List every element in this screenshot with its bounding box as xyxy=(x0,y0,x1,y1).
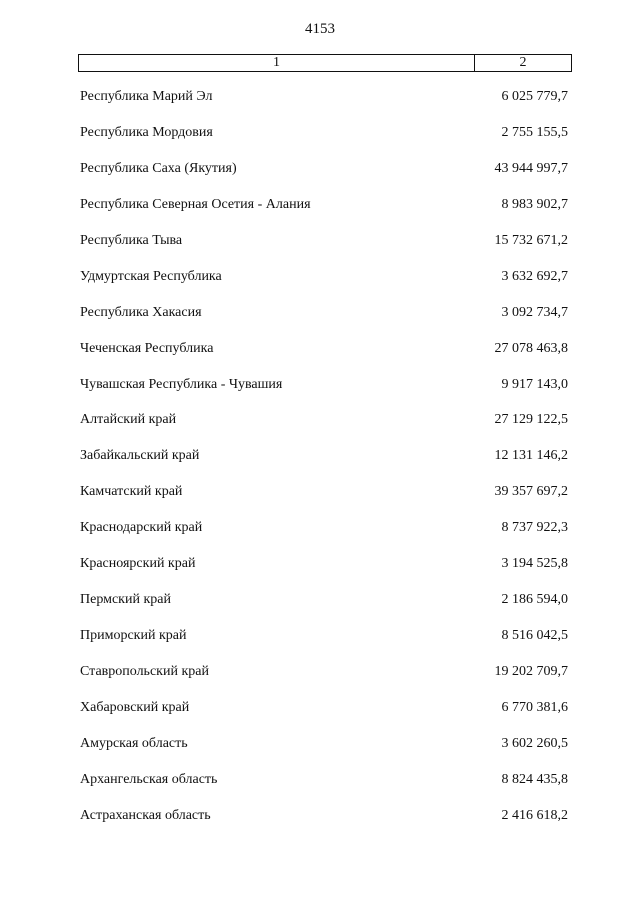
table-header xyxy=(78,54,572,72)
amount-value: 27 129 122,5 xyxy=(494,412,568,428)
amount-value: 15 732 671,2 xyxy=(494,232,568,248)
amount-value: 8 824 435,8 xyxy=(501,771,568,787)
region-name: Чеченская Республика xyxy=(80,340,214,356)
region-name: Удмуртская Республика xyxy=(80,268,222,284)
table-row xyxy=(80,447,568,483)
table-row xyxy=(80,663,568,699)
amount-value: 39 357 697,2 xyxy=(494,484,568,500)
region-name: Хабаровский край xyxy=(80,699,190,715)
table-row xyxy=(80,124,568,160)
region-name: Чувашская Республика - Чувашия xyxy=(80,376,283,392)
region-name: Краснодарский край xyxy=(80,520,203,536)
amount-value: 3 194 525,8 xyxy=(501,556,568,572)
amount-value: 43 944 997,7 xyxy=(494,160,568,176)
table-row xyxy=(80,304,568,340)
region-name: Республика Северная Осетия - Алания xyxy=(80,196,311,212)
amount-value: 6 025 779,7 xyxy=(501,89,568,104)
amount-value: 3 632 692,7 xyxy=(501,268,568,284)
region-name: Республика Хакасия xyxy=(80,304,202,320)
table-row xyxy=(80,88,568,124)
amount-value: 27 078 463,8 xyxy=(494,340,568,356)
region-name: Архангельская область xyxy=(80,771,218,787)
table-row xyxy=(80,519,568,555)
region-name: Красноярский край xyxy=(80,556,196,572)
region-name: Алтайский край xyxy=(80,412,177,428)
table-row xyxy=(80,699,568,735)
table-row xyxy=(80,196,568,232)
region-name: Пермский край xyxy=(80,592,171,608)
amount-value: 8 737 922,3 xyxy=(501,520,568,536)
amount-value: 3 602 260,5 xyxy=(501,735,568,751)
page-number: 4153 xyxy=(305,21,335,37)
amount-value: 2 186 594,0 xyxy=(501,592,568,608)
table-row xyxy=(80,232,568,268)
column-header-2: 2 xyxy=(519,55,527,70)
region-name: Республика Мордовия xyxy=(80,124,213,140)
amount-value: 3 092 734,7 xyxy=(501,304,568,320)
region-name: Республика Тыва xyxy=(80,232,183,248)
column-header-1: 1 xyxy=(79,55,475,71)
region-name: Республика Саха (Якутия) xyxy=(80,160,237,176)
region-name: Ставропольский край xyxy=(80,664,209,679)
amount-value: 19 202 709,7 xyxy=(494,664,568,679)
table-row xyxy=(80,555,568,591)
region-name: Астраханская область xyxy=(80,807,211,823)
table-row xyxy=(80,627,568,663)
region-name: Приморский край xyxy=(80,628,187,644)
amount-value: 2 416 618,2 xyxy=(501,807,568,823)
region-name: Забайкальский край xyxy=(80,448,200,464)
table-row xyxy=(80,376,568,412)
table-row xyxy=(80,411,568,447)
table-row xyxy=(80,160,568,196)
table-row xyxy=(80,268,568,304)
region-name: Амурская область xyxy=(80,735,188,751)
amount-value: 12 131 146,2 xyxy=(494,448,568,464)
table-row xyxy=(80,807,568,843)
amount-value: 2 755 155,5 xyxy=(501,124,568,140)
amount-value: 6 770 381,6 xyxy=(501,699,568,715)
amount-value: 8 983 902,7 xyxy=(501,196,568,212)
table-row xyxy=(80,591,568,627)
region-name: Республика Марий Эл xyxy=(80,89,213,104)
region-name: Камчатский край xyxy=(80,484,183,500)
table-row xyxy=(80,771,568,807)
table-row xyxy=(80,483,568,519)
table-body xyxy=(80,88,568,843)
amount-value: 8 516 042,5 xyxy=(501,628,568,644)
table-row xyxy=(80,735,568,771)
amount-value: 9 917 143,0 xyxy=(501,376,568,392)
table-row xyxy=(80,340,568,376)
